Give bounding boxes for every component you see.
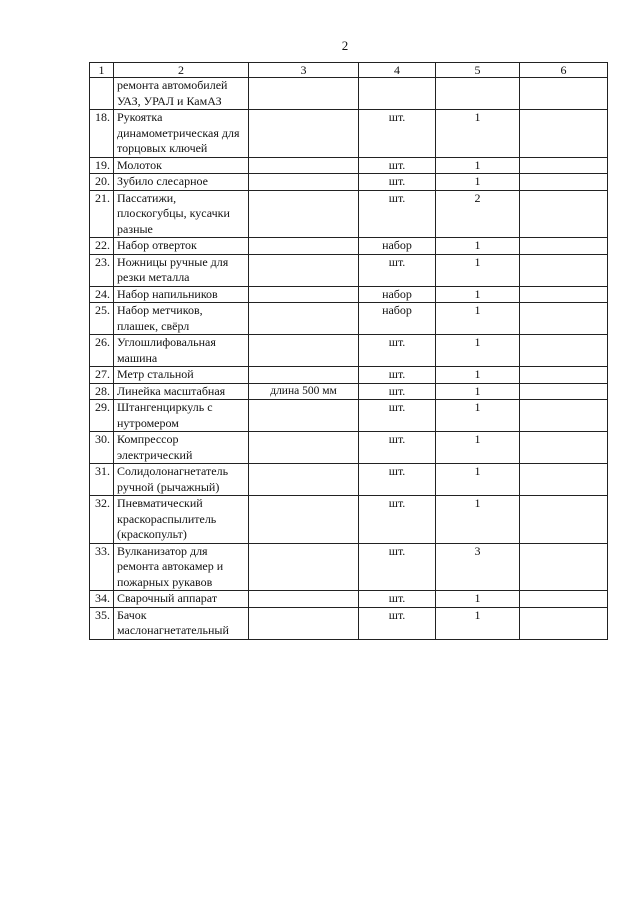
item-quantity: 1 [436, 238, 520, 255]
item-note [249, 543, 359, 591]
item-quantity: 1 [436, 286, 520, 303]
row-number: 27. [90, 367, 114, 384]
item-quantity: 1 [436, 303, 520, 335]
row-number: 28. [90, 383, 114, 400]
item-name: Метр стальной [114, 367, 249, 384]
table-row [90, 383, 608, 400]
item-quantity: 1 [436, 607, 520, 639]
item-unit: шт. [359, 383, 436, 400]
item-quantity: 1 [436, 591, 520, 608]
table-row [90, 432, 608, 464]
row-number: 29. [90, 400, 114, 432]
item-unit: шт. [359, 157, 436, 174]
item-name: Солидолонагнетатель ручной (рычажный) [114, 464, 249, 496]
column-header: 3 [249, 63, 359, 78]
table-row [90, 400, 608, 432]
item-note [249, 335, 359, 367]
item-quantity [436, 78, 520, 110]
item-name: Рукоятка динамометрическая для торцовых ключей [114, 110, 249, 158]
item-unit: шт. [359, 543, 436, 591]
item-name: Штангенциркуль с нутромером [114, 400, 249, 432]
item-remark [520, 286, 608, 303]
row-number: 34. [90, 591, 114, 608]
column-header: 6 [520, 63, 608, 78]
item-quantity: 1 [436, 157, 520, 174]
item-note [249, 238, 359, 255]
item-name: Сварочный аппарат [114, 591, 249, 608]
item-note [249, 174, 359, 191]
item-unit: шт. [359, 110, 436, 158]
item-name: Набор напильников [114, 286, 249, 303]
table-row [90, 303, 608, 335]
item-note [249, 607, 359, 639]
item-unit: набор [359, 238, 436, 255]
column-header: 5 [436, 63, 520, 78]
item-remark [520, 383, 608, 400]
equipment-table [89, 62, 608, 640]
item-quantity: 1 [436, 383, 520, 400]
item-name: Углошлифовальная машина [114, 335, 249, 367]
item-unit: шт. [359, 432, 436, 464]
item-remark [520, 432, 608, 464]
item-remark [520, 496, 608, 544]
item-remark [520, 238, 608, 255]
table-row [90, 496, 608, 544]
item-remark [520, 190, 608, 238]
item-name: Вулканизатор для ремонта автокамер и пожарных рукавов [114, 543, 249, 591]
row-number: 21. [90, 190, 114, 238]
item-unit [359, 78, 436, 110]
item-unit: шт. [359, 254, 436, 286]
item-remark [520, 157, 608, 174]
item-remark [520, 591, 608, 608]
item-unit: набор [359, 286, 436, 303]
item-quantity: 1 [436, 110, 520, 158]
item-name: Ножницы ручные для резки металла [114, 254, 249, 286]
column-number-row [90, 63, 608, 78]
item-note [249, 78, 359, 110]
item-note [249, 157, 359, 174]
item-note [249, 303, 359, 335]
item-quantity: 1 [436, 367, 520, 384]
item-note [249, 400, 359, 432]
item-remark [520, 254, 608, 286]
item-quantity: 2 [436, 190, 520, 238]
row-number: 23. [90, 254, 114, 286]
row-number: 35. [90, 607, 114, 639]
item-quantity: 3 [436, 543, 520, 591]
page-number: 2 [341, 38, 349, 53]
item-remark [520, 543, 608, 591]
table-row [90, 464, 608, 496]
item-quantity: 1 [436, 254, 520, 286]
table-row [90, 110, 608, 158]
item-name: Молоток [114, 157, 249, 174]
column-header: 2 [114, 63, 249, 78]
item-quantity: 1 [436, 335, 520, 367]
item-unit: набор [359, 303, 436, 335]
item-note [249, 286, 359, 303]
table-row [90, 591, 608, 608]
row-number: 30. [90, 432, 114, 464]
item-remark [520, 303, 608, 335]
item-remark [520, 110, 608, 158]
item-name: ремонта автомобилей УАЗ, УРАЛ и КамАЗ [114, 78, 249, 110]
row-number: 24. [90, 286, 114, 303]
row-number: 25. [90, 303, 114, 335]
item-remark [520, 335, 608, 367]
item-name: Пневматический краскораспылитель (краскопульт) [114, 496, 249, 544]
item-note [249, 367, 359, 384]
table-row [90, 543, 608, 591]
item-remark [520, 367, 608, 384]
item-quantity: 1 [436, 174, 520, 191]
table-row [90, 286, 608, 303]
row-number: 20. [90, 174, 114, 191]
item-unit: шт. [359, 190, 436, 238]
item-note [249, 110, 359, 158]
item-remark [520, 174, 608, 191]
row-number: 32. [90, 496, 114, 544]
table-row [90, 367, 608, 384]
item-unit: шт. [359, 464, 436, 496]
table-row [90, 607, 608, 639]
row-number: 18. [90, 110, 114, 158]
item-note [249, 254, 359, 286]
item-unit: шт. [359, 335, 436, 367]
row-number: 26. [90, 335, 114, 367]
item-quantity: 1 [436, 464, 520, 496]
item-quantity: 1 [436, 400, 520, 432]
item-unit: шт. [359, 607, 436, 639]
item-note: длина 500 мм [249, 383, 359, 400]
column-header: 1 [90, 63, 114, 78]
table-row [90, 335, 608, 367]
item-note [249, 190, 359, 238]
item-note [249, 496, 359, 544]
item-remark [520, 78, 608, 110]
table-row [90, 254, 608, 286]
item-name: Набор метчиков, плашек, свёрл [114, 303, 249, 335]
row-number [90, 78, 114, 110]
row-number: 22. [90, 238, 114, 255]
item-note [249, 591, 359, 608]
table-row [90, 190, 608, 238]
item-unit: шт. [359, 496, 436, 544]
item-note [249, 464, 359, 496]
column-header: 4 [359, 63, 436, 78]
item-unit: шт. [359, 174, 436, 191]
item-name: Набор отверток [114, 238, 249, 255]
row-number: 19. [90, 157, 114, 174]
item-name: Пассатижи, плоскогубцы, кусачки разные [114, 190, 249, 238]
item-unit: шт. [359, 367, 436, 384]
table-row-continuation [90, 78, 608, 110]
item-note [249, 432, 359, 464]
item-name: Бачок маслонагнетательный [114, 607, 249, 639]
item-remark [520, 607, 608, 639]
item-name: Компрессор электрический [114, 432, 249, 464]
item-remark [520, 464, 608, 496]
item-name: Линейка масштабная [114, 383, 249, 400]
row-number: 33. [90, 543, 114, 591]
item-name: Зубило слесарное [114, 174, 249, 191]
item-quantity: 1 [436, 432, 520, 464]
table-row [90, 238, 608, 255]
item-quantity: 1 [436, 496, 520, 544]
table-row [90, 157, 608, 174]
table-row [90, 174, 608, 191]
item-unit: шт. [359, 400, 436, 432]
item-unit: шт. [359, 591, 436, 608]
item-remark [520, 400, 608, 432]
row-number: 31. [90, 464, 114, 496]
